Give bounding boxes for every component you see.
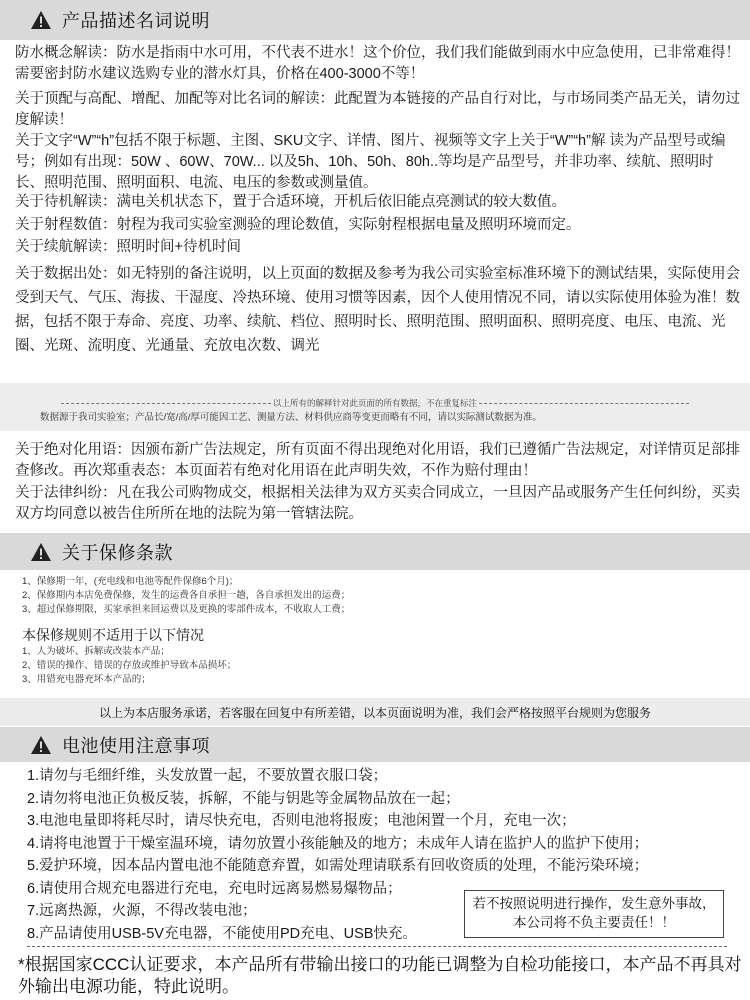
- list-item: 5.爱护环境，因本品内置电池不能随意弃置，如需处理请联系有回收资质的处理，不能污染环境；: [27, 858, 649, 874]
- list-item: 1.请勿与毛细纤维，头发放置一起，不要放置衣服口袋；: [27, 768, 388, 784]
- legal-dispute-statement: 关于法律纠纷：凡在我公司购物成交，根据相关法律为双方买卖合同成立，一旦因产品或服务产生任何纠纷，买卖双方均同意以被告住所所在地的法院为第一管辖法院。: [15, 485, 740, 522]
- warning-icon: [30, 735, 52, 755]
- liability-notice: 若不按照说明进行操作，发生意外事故，本公司将不负主要责任！！: [464, 890, 724, 938]
- ccc-statement: *根据国家CCC认证要求，本产品所有带输出接口的功能已调整为自检功能接口，本产品不再具对外输出电源功能，特此说明。: [18, 955, 742, 996]
- waterproof-explanation: 防水概念解读：防水是指雨中水可用，不代表不进水！这个价位，我们我们能做到雨水中应急使用，已非常难得！需要密封防水建议选购专业的潜水灯具，价格在400-3000不等！: [15, 45, 740, 82]
- absolute-term-statement: 关于绝对化用语：因颁布新广告法规定，所有页面不得出现绝对化用语，我们已遵循广告法规定，对详情页足部排查修改。再次郑重表态：本页面若有绝对化用语在此声明失效，不作为赔付理由！: [15, 442, 740, 479]
- warning-icon: [30, 542, 52, 562]
- dash-rule-right: [479, 403, 689, 404]
- divider: [27, 946, 727, 947]
- list-item: 8.产品请使用USB-5V充电器，不能使用PD充电、USB快充。: [27, 925, 417, 942]
- exclusion-heading: 本保修规则不适用于以下情况: [22, 627, 204, 643]
- explain-note: [15, 397, 735, 409]
- endurance-explanation: 关于续航解读：照明时间+待机时间: [15, 239, 241, 255]
- source-note: 数据源于我司实验室；产品长/宽/高/厚可能因工艺、测量方法、材料供应商等变更而略有不同，请以实际测试数据为准。: [40, 412, 542, 423]
- list-item: 1、人为破坏、拆解或改装本产品；: [22, 646, 170, 657]
- list-item: 1、保修期一年，(充电线和电池等配件保修6个月)；: [22, 576, 239, 587]
- section-header-battery: [0, 727, 750, 762]
- range-explanation: 关于射程数值：射程为我司实验室测验的理论数值，实际射程根据电量及照明环境而定。: [15, 217, 581, 233]
- warranty-list: [22, 575, 742, 617]
- list-item: 4.请将电池置于干燥室温环境，请勿放置小孩能触及的地方；未成年人请在监护人的监护下使用；: [27, 835, 649, 852]
- exclusion-list: [22, 645, 742, 687]
- explain-note-text: 以上所有的解释针对此页面的所有数据，不在重复标注: [272, 398, 477, 408]
- list-item: 2、保修期内本店免费保修，发生的运费各自承担一趟，各自承担发出的运费；: [22, 590, 351, 601]
- list-item: 3、超过保修期限，买家承担来回运费以及更换的零部件成本，不收取人工费；: [22, 604, 351, 615]
- list-item: 3、用错充电器充坏本产品的；: [22, 674, 151, 685]
- section-title: 电池使用注意事项: [62, 735, 210, 756]
- section-header-product-desc: [0, 0, 750, 40]
- config-explanation: 关于顶配与高配、增配、加配等对比名词的解读：此配置为本链接的产品自行对比，与市场同类产品无关，请勿过度解读！: [15, 91, 740, 128]
- data-source-explanation: 关于数据出处：如无特别的备注说明，以上页面的数据及参考为我公司实验室标准环境下的测试结果，实际使用会受到天气、气压、海拔、干湿度、冷热环境、使用习惯等因素，因个人使用情况不同，请以实际使用体验为准！数据，包括不限于寿命、亮度、功率、续航、档位、照明时长、照明范围、照明面积、照明亮度、电压、电流、光圈、光斑、流明度、光通量、充放电次数、调光: [15, 266, 740, 354]
- list-item: 2.请勿将电池正负极反装，拆解，不能与钥匙等金属物品放在一起；: [27, 790, 460, 807]
- list-item: 2、错误的操作、错误的存放或维护导致本品损坏；: [22, 660, 237, 671]
- list-item: 3.电池电量即将耗尽时，请尽快充电，否则电池将报废；电池闲置一个月，充电一次；: [27, 813, 576, 829]
- section-header-warranty: [0, 533, 750, 570]
- list-item: 6.请使用合规充电器进行充电，充电时远离易燃易爆物品；: [27, 880, 402, 897]
- list-item: 7.远离热源，火源，不得改装电池；: [27, 903, 257, 919]
- section-title: 关于保修条款: [62, 542, 173, 563]
- warning-icon: [30, 10, 52, 30]
- standby-explanation: 关于待机解读：满电关机状态下，置于合适环境，开机后依旧能点亮测试的较大数值。: [15, 194, 566, 210]
- service-promise: 以上为本店服务承诺，若客服在回复中有所差错，以本页面说明为准，我们会严格按照平台规则为您服务: [0, 698, 750, 726]
- wh-explanation: 关于文字“W”“h”包括不限于标题、主图、SKU文字、详情、图片、视频等文字上关于“W”“h”解 读为产品型号或编号；例如有出现：50W 、60W、70W... 以及5h、10h、50h、80h..等均是产品型号，并非功率、续航、照明时长、照明范围、照明面积、电流、电压的参数或测量值。: [15, 133, 726, 191]
- dash-rule-left: [61, 403, 271, 404]
- section-title: 产品描述名词说明: [62, 11, 210, 31]
